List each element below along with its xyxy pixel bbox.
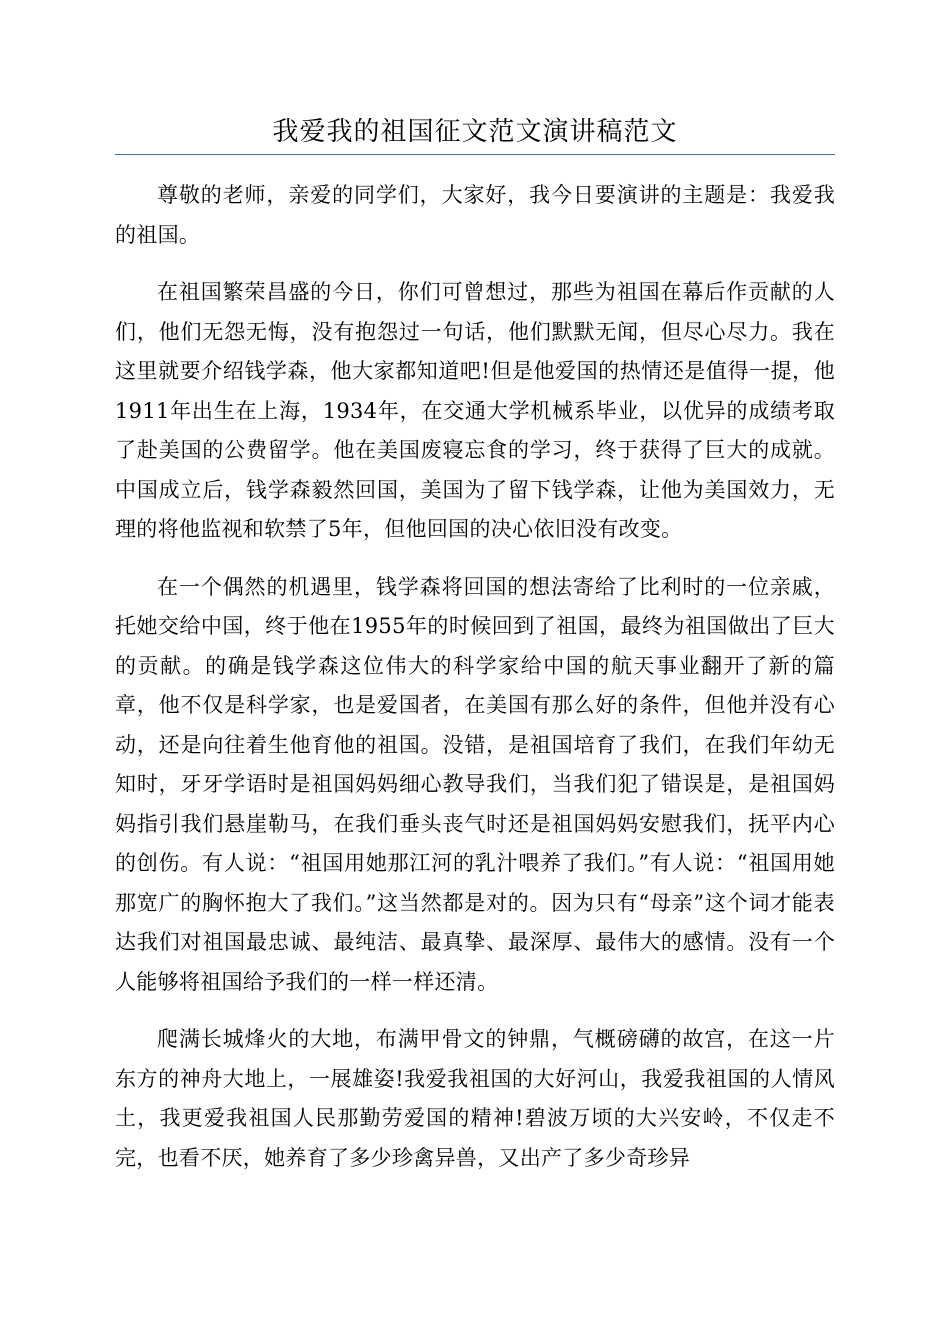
document-body — [115, 176, 835, 1196]
paragraph-4: 爬满长城烽火的大地，布满甲骨文的钟鼎，气概磅礴的故宫，在这一片东方的神舟大地上，一展雄姿!我爱我祖国的大好河山，我爱我祖国的人情风土，我更爱我祖国人民那勤劳爱国的精神!碧波万顷的大兴安岭，不仅走不完，也看不厌，她养育了多少珍禽异兽，又出产了多少奇珍异 — [115, 1027, 835, 1170]
title-underline — [115, 154, 835, 155]
paragraph-2: 在祖国繁荣昌盛的今日，你们可曾想过，那些为祖国在幕后作贡献的人们，他们无怨无悔，没有抱怨过一句话，他们默默无闻，但尽心尽力。我在这里就要介绍钱学森，他大家都知道吧!但是他爱国的热情还是值得一提，他1911年出生在上海，1934年，在交通大学机械系毕业，以优异的成绩考取了赴美国的公费留学。他在美国废寝忘食的学习，终于获得了巨大的成就。中国成立后，钱学森毅然回国，美国为了留下钱学森，让他为美国效力，无理的将他监视和软禁了5年，但他回国的决心依旧没有改变。 — [115, 280, 835, 541]
document-title: 我爱我的祖国征文范文演讲稿范文 — [272, 117, 678, 147]
paragraph-1: 尊敬的老师，亲爱的同学们，大家好，我今日要演讲的主题是：我爱我的祖国。 — [115, 183, 835, 247]
paragraph-3: 在一个偶然的机遇里，钱学森将回国的想法寄给了比利时的一位亲戚，托她交给中国，终于他在1955年的时候回到了祖国，最终为祖国做出了巨大的贡献。的确是钱学森这位伟大的科学家给中国的航天事业翻开了新的篇章，他不仅是科学家，也是爱国者，在美国有那么好的条件，但他并没有心动，还是向往着生他育他的祖国。没错，是祖国培育了我们，在我们年幼无知时，牙牙学语时是祖国妈妈细心教导我们，当我们犯了错误是，是祖国妈妈指引我们悬崖勒马，在我们垂头丧气时还是祖国妈妈安慰我们，抚平内心的创伤。有人说：“祖国用她那江河的乳汁喂养了我们。”有人说：“祖国用她那宽广的胸怀抱大了我们。”这当然都是对的。因为只有“母亲”这个词才能表达我们对祖国最忠诚、最纯洁、最真挚、最深厚、最伟大的感情。没有一个人能够将祖国给予我们的一样一样还清。 — [115, 574, 835, 994]
